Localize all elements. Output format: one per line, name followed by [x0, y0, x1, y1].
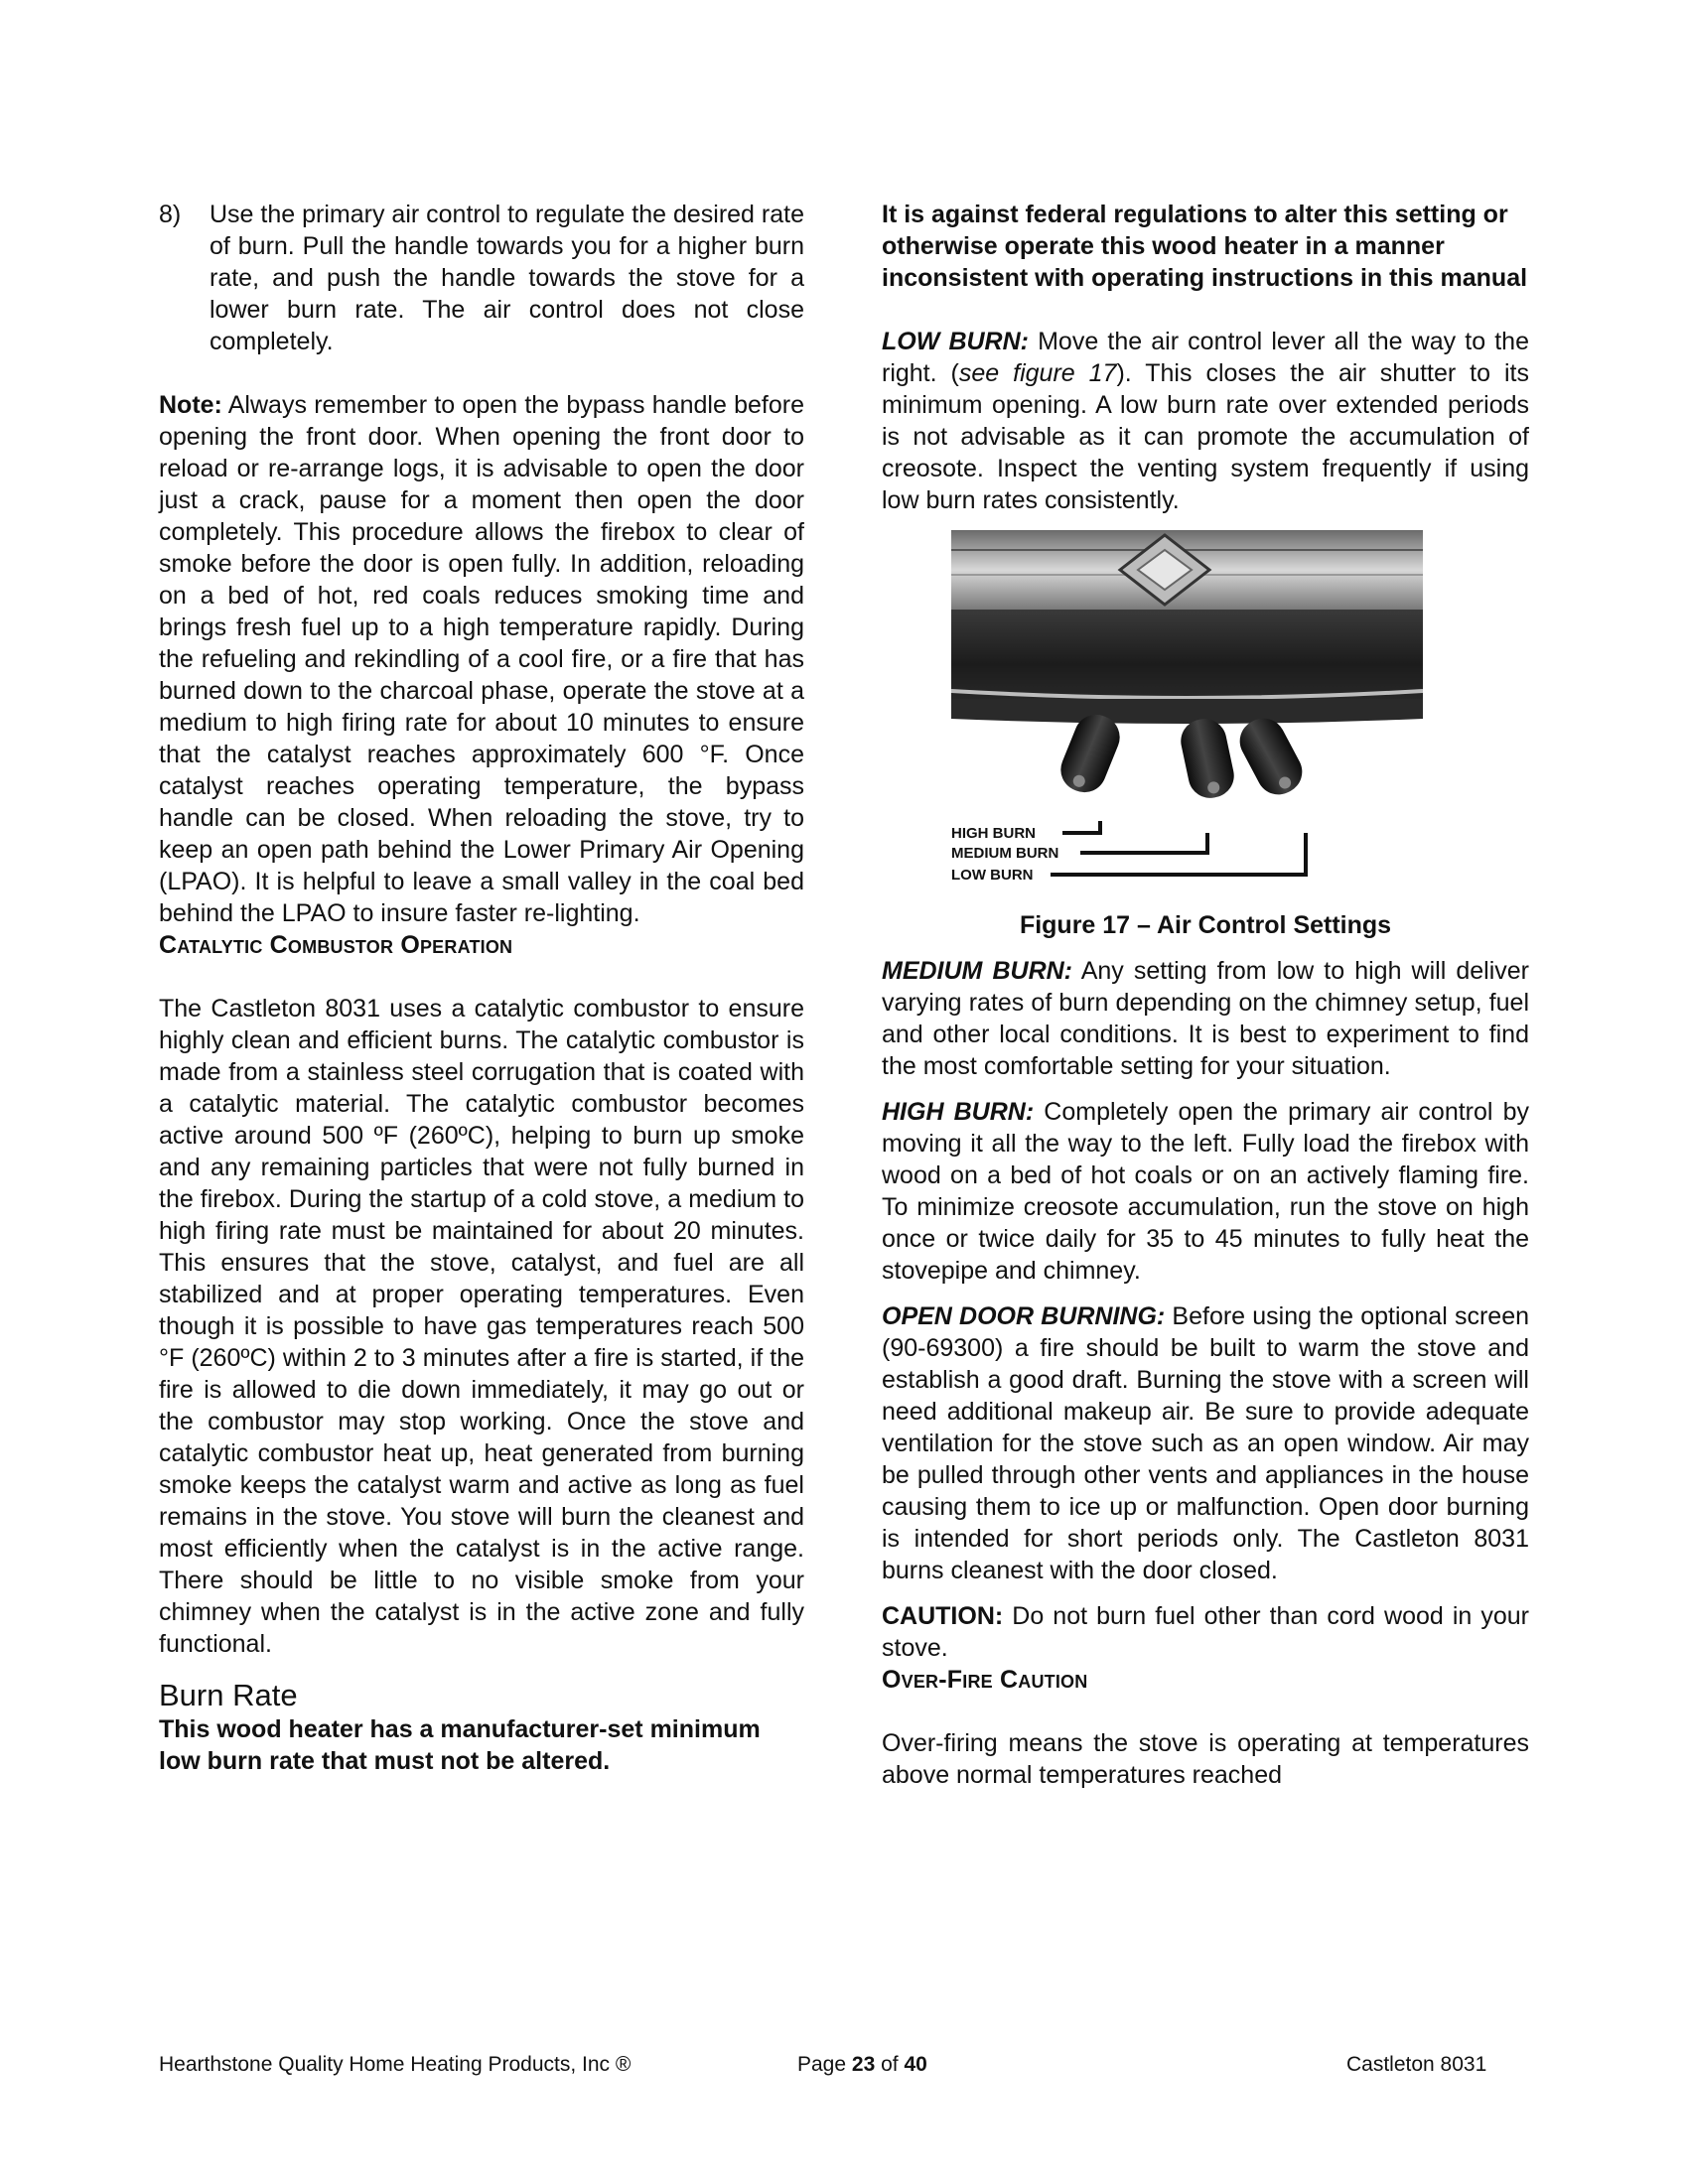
high-burn-label: HIGH BURN — [951, 825, 1036, 842]
left-column — [159, 199, 804, 1777]
high-burn-label-text: HIGH BURN: — [882, 1098, 1035, 1126]
list-item-text: Use the primary air control to regulate the desired rate of burn. Pull the handle towards you for a higher burn rate, and push the handle towards the stove for a lower burn rate. The air control does not close completely. — [210, 201, 804, 355]
note-text: Always remember to open the bypass handle before opening the front door. When opening the front door to reload or re-arrange logs, it is advisable to open the door just a crack, pause for a moment then open the door completely. This procedure allows the firebox to clear of smoke before the door is open fully. In addition, reloading on a bed of hot, red coals reduces smoking time and brings fresh fuel up to a high temperature rapidly. During the refueling and rekindling of a cool fire, or a fire that has burned down to the charcoal phase, operate the stove at a medium to high firing rate for about 10 minutes to ensure that the catalyst reaches approximately 600 °F. Once catalyst reaches operating temperature, the bypass handle can be closed. When reloading the stove, try to keep an open path behind the Lower Primary Air Opening (LPAO). It is helpful to leave a small valley in the coal bed behind the LPAO to insure faster re-lighting. — [159, 391, 804, 927]
footer-company: Hearthstone Quality Home Heating Products, Inc ® — [159, 2053, 632, 2076]
low-burn-figure-label: LOW BURN — [951, 867, 1034, 884]
caution-paragraph: CAUTION: Do not burn fuel other than cord wood in your stove. — [882, 1602, 1529, 1662]
footer-page-number: Page 23 of 40 — [797, 2053, 927, 2076]
note-label: Note: — [159, 391, 222, 419]
right-column — [882, 199, 1529, 1791]
low-burn-label: LOW BURN: — [882, 328, 1029, 355]
catalytic-paragraph: The Castleton 8031 uses a catalytic combustor to ensure highly clean and efficient burns. The catalytic combustor is made from a stainless steel corrugation that is coated with a catalytic material. The catalytic combustor becomes active around 500 ºF (260ºC), helping to burn up smoke and any remaining particles that were not fully burned in the firebox. During the startup of a cold stove, a medium to high firing rate must be maintained for about 20 minutes. This ensures that the stove, catalyst, and fuel are all stabilized and at proper operating temperatures. Even though it is possible to have gas temperatures reach 500 °F (260ºC) within 2 to 3 minutes after a fire is started, if the fire is allowed to die down immediately, it may go out or the combustor may stop working. Once the stove and catalytic combustor heat up, heat generated from burning smoke keeps the catalyst warm and active as long as fuel remains in the stove. You stove will burn the cleanest and most efficiently when the catalyst is in the active range. There should be little to no visible smoke from your chimney when the catalyst is in the active zone and fully functional. — [159, 995, 804, 1658]
footer-model: Castleton 8031 — [1346, 2053, 1487, 2076]
high-burn-paragraph: HIGH BURN: Completely open the primary air control by moving it all the way to the left. Fully load the firebox with wood on a bed of hot coals or on an actively flaming fire. To minimize creosote accumulation, run the stove on high once or twice daily for 35 to 45 minutes to fully heat the stovepipe and chimney. — [882, 1098, 1529, 1285]
pointer-lines — [1051, 821, 1306, 875]
overfire-heading: Over-Fire Caution — [882, 1666, 1088, 1694]
note-paragraph — [159, 389, 804, 929]
figure-caption: Figure 17 – Air Control Settings — [1019, 911, 1392, 939]
low-burn-paragraph: LOW BURN: Move the air control lever all the way to the right. (see figure 17). This closes the air shutter to its minimum opening. A low burn rate over extended periods is not advisable as it can promote the accumulation of creosote. Inspect the venting system frequently if using low burn rates consistently. — [882, 328, 1529, 514]
caution-label: CAUTION: — [882, 1602, 1004, 1630]
overfire-paragraph: Over-firing means the stove is operating at temperatures above normal temperatures reached — [882, 1729, 1529, 1789]
federal-regulation-notice: It is against federal regulations to alter this setting or otherwise operate this wood heater in a manner inconsistent with operating instructions in this manual — [882, 201, 1528, 292]
open-door-paragraph: OPEN DOOR BURNING: Before using the optional screen (90-69300) a fire should be built to warm the stove and establish a good draft. Burning the stove with a screen will need additional makeup air. Be sure to provide adequate ventilation for the stove such as an open window. Air may be pulled through other vents and appliances in the house causing them to ice up or malfunction. Open door burning is intended for short periods only. The Castleton 8031 burns cleanest with the door closed. — [882, 1302, 1529, 1584]
air-control-illustration — [951, 530, 1433, 897]
air-control-figure — [951, 530, 1433, 897]
list-number: 8) — [159, 201, 182, 228]
catalytic-heading: Catalytic Combustor Operation — [159, 931, 513, 959]
burn-rate-heading: Burn Rate — [159, 1678, 298, 1712]
list-item-8 — [159, 199, 804, 357]
medium-burn-paragraph: MEDIUM BURN: Any setting from low to high will deliver varying rates of burn depending on the chimney setup, fuel and other local conditions. It is best to experiment to find the most comfortable setting for your situation. — [882, 957, 1529, 1080]
medium-burn-label: MEDIUM BURN: — [882, 957, 1073, 985]
open-door-label: OPEN DOOR BURNING: — [882, 1302, 1166, 1330]
burn-rate-statement: This wood heater has a manufacturer-set minimum low burn rate that must not be altered. — [159, 1715, 761, 1775]
medium-burn-label: MEDIUM BURN — [951, 845, 1059, 862]
